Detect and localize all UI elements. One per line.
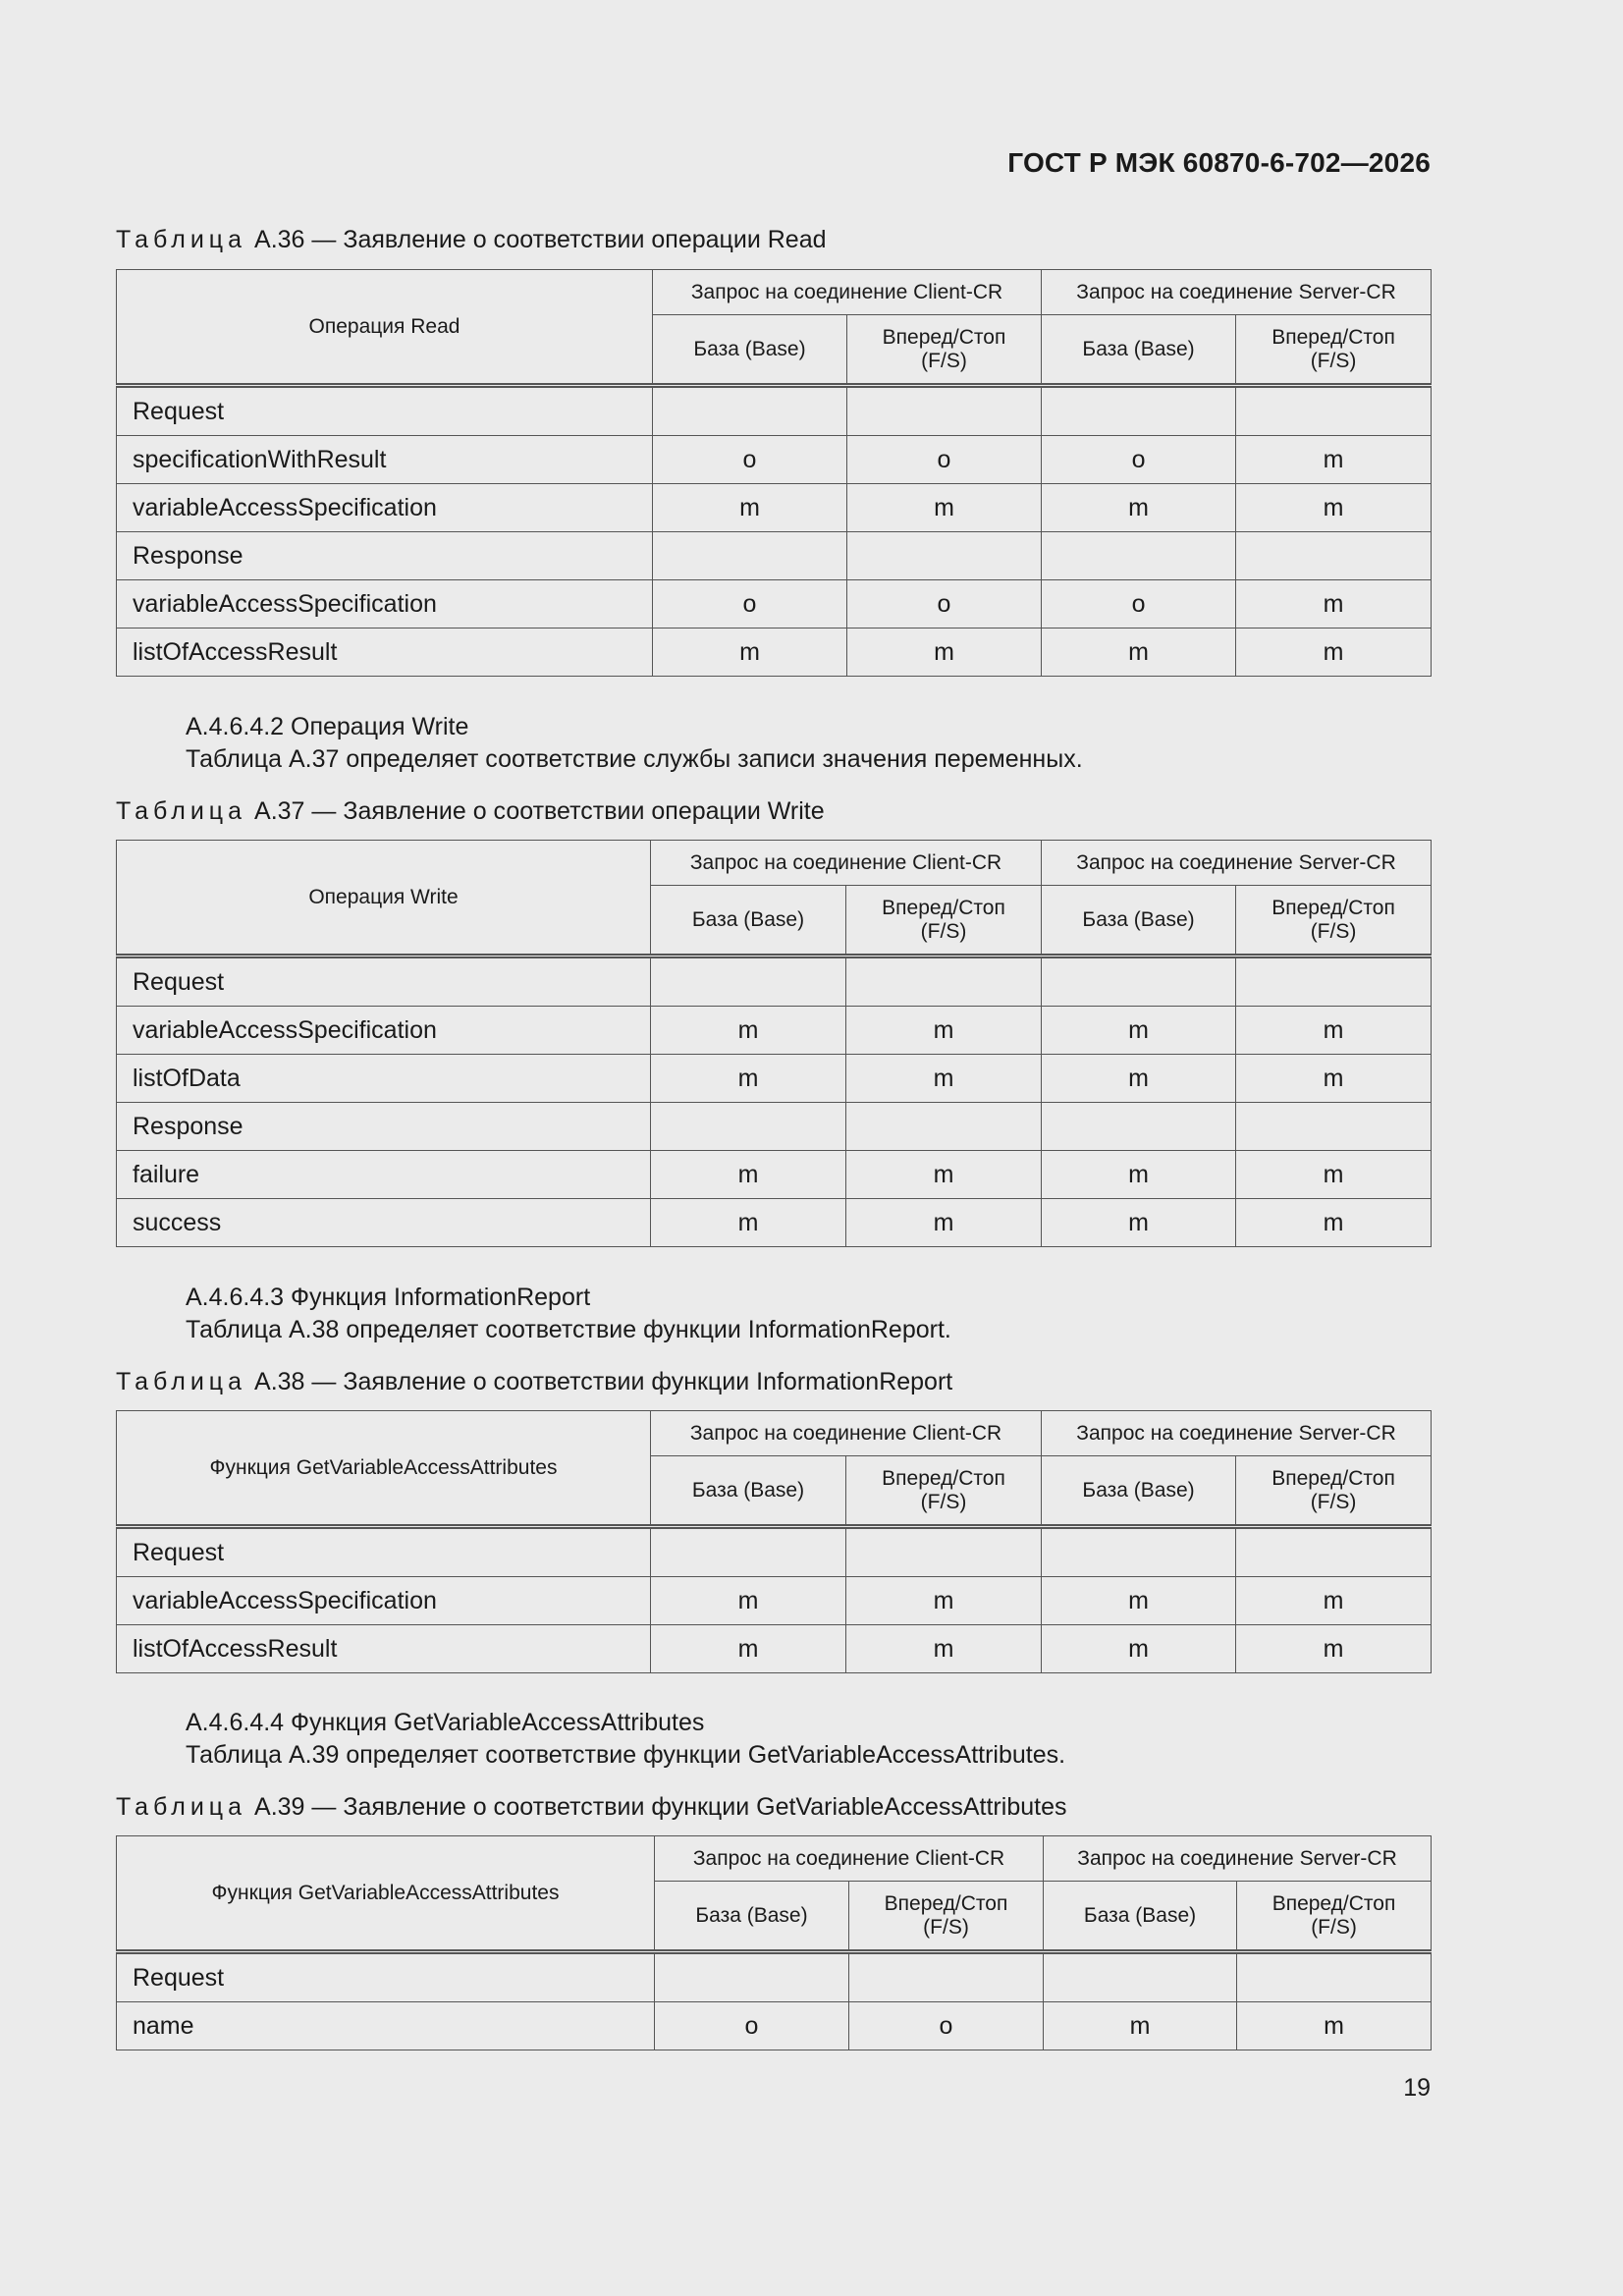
conformance-table-a36 — [116, 269, 1432, 677]
fs-header: Вперед/Стоп (F/S) — [1236, 315, 1432, 386]
cell-value: m — [1236, 1007, 1432, 1055]
cell-value: m — [1042, 629, 1236, 677]
section-text: Таблица А.38 определяет соответствие функции InformationReport. — [186, 1316, 951, 1343]
table-caption-word: Таблица — [116, 797, 247, 825]
base-header: База (Base) — [1042, 315, 1236, 386]
operation-header: Функция GetVariableAccessAttributes — [117, 1411, 651, 1527]
cell-value — [655, 1952, 849, 2002]
row-label: Request — [117, 1527, 651, 1577]
row-label: failure — [117, 1151, 651, 1199]
table-row — [117, 580, 1432, 629]
row-label: Response — [117, 1103, 651, 1151]
base-header: База (Base) — [1044, 1882, 1237, 1952]
cell-value — [651, 957, 846, 1007]
row-label: Request — [117, 957, 651, 1007]
cell-value: m — [1236, 629, 1432, 677]
fs-header: Вперед/Стоп (F/S) — [847, 315, 1042, 386]
table-row — [117, 1151, 1432, 1199]
client-cr-header: Запрос на соединение Client-CR — [653, 270, 1042, 315]
cell-value — [1044, 1952, 1237, 2002]
cell-value: m — [1042, 1577, 1236, 1625]
table-caption-text: А.37 — Заявление о соответствии операции Write — [254, 797, 825, 825]
cell-value: m — [846, 1199, 1042, 1247]
table-caption-word: Таблица — [116, 226, 247, 253]
server-cr-header: Запрос на соединение Server-CR — [1042, 270, 1432, 315]
cell-value — [651, 1103, 846, 1151]
cell-value: m — [1042, 1055, 1236, 1103]
server-cr-header: Запрос на соединение Server-CR — [1044, 1836, 1432, 1882]
cell-value — [847, 386, 1042, 436]
cell-value: m — [1236, 484, 1432, 532]
row-label: variableAccessSpecification — [117, 1007, 651, 1055]
table-row — [117, 1103, 1432, 1151]
cell-value — [1236, 532, 1432, 580]
fs-header: Вперед/Стоп (F/S) — [849, 1882, 1044, 1952]
cell-value — [1042, 1527, 1236, 1577]
table-row — [117, 1577, 1432, 1625]
table-row — [117, 1007, 1432, 1055]
row-label: Response — [117, 532, 653, 580]
cell-value: o — [847, 580, 1042, 629]
client-cr-header: Запрос на соединение Client-CR — [655, 1836, 1044, 1882]
section-heading: А.4.6.4.4 Функция GetVariableAccessAttributes — [186, 1709, 705, 1736]
row-label: variableAccessSpecification — [117, 484, 653, 532]
cell-value: m — [1042, 484, 1236, 532]
table-caption — [116, 1793, 1066, 1822]
cell-value: o — [653, 580, 847, 629]
client-cr-header: Запрос на соединение Client-CR — [651, 841, 1042, 886]
table-caption — [116, 797, 825, 826]
table-row — [117, 957, 1432, 1007]
section-heading: А.4.6.4.2 Операция Write — [186, 713, 469, 740]
cell-value — [653, 532, 847, 580]
cell-value — [849, 1952, 1044, 2002]
table-row — [117, 386, 1432, 436]
cell-value: m — [1236, 1577, 1432, 1625]
cell-value — [1236, 1527, 1432, 1577]
cell-value — [1236, 386, 1432, 436]
fs-header: Вперед/Стоп (F/S) — [1237, 1882, 1432, 1952]
row-label: Request — [117, 1952, 655, 2002]
server-cr-header: Запрос на соединение Server-CR — [1042, 841, 1432, 886]
row-label: variableAccessSpecification — [117, 580, 653, 629]
document-header: ГОСТ Р МЭК 60870-6-702—2026 — [1007, 147, 1431, 178]
cell-value: m — [651, 1199, 846, 1247]
row-label: success — [117, 1199, 651, 1247]
table-caption — [116, 1368, 952, 1396]
conformance-table-a38 — [116, 1410, 1432, 1673]
table-row — [117, 629, 1432, 677]
cell-value: m — [1236, 580, 1432, 629]
row-label: variableAccessSpecification — [117, 1577, 651, 1625]
table-row — [117, 1055, 1432, 1103]
cell-value: m — [1236, 1151, 1432, 1199]
cell-value: o — [1042, 436, 1236, 484]
table-caption-text: А.36 — Заявление о соответствии операции Read — [254, 226, 827, 253]
cell-value: o — [653, 436, 847, 484]
cell-value — [1237, 1952, 1432, 2002]
table-caption-word: Таблица — [116, 1793, 247, 1821]
cell-value: m — [1237, 2002, 1432, 2050]
cell-value — [846, 1103, 1042, 1151]
cell-value — [1042, 386, 1236, 436]
cell-value: m — [1042, 1199, 1236, 1247]
cell-value: m — [1042, 1151, 1236, 1199]
base-header: База (Base) — [1042, 1456, 1236, 1527]
cell-value: m — [846, 1577, 1042, 1625]
row-label: listOfAccessResult — [117, 1625, 651, 1673]
operation-header: Функция GetVariableAccessAttributes — [117, 1836, 655, 1952]
table-caption-word: Таблица — [116, 1368, 247, 1395]
cell-value: m — [846, 1007, 1042, 1055]
cell-value: m — [1044, 2002, 1237, 2050]
cell-value — [1236, 1103, 1432, 1151]
cell-value — [846, 1527, 1042, 1577]
cell-value: m — [1236, 1055, 1432, 1103]
cell-value: o — [849, 2002, 1044, 2050]
cell-value: m — [651, 1151, 846, 1199]
cell-value: m — [653, 484, 847, 532]
cell-value: m — [846, 1151, 1042, 1199]
row-label: Request — [117, 386, 653, 436]
cell-value: m — [1042, 1007, 1236, 1055]
cell-value: m — [653, 629, 847, 677]
cell-value: o — [655, 2002, 849, 2050]
table-row — [117, 532, 1432, 580]
cell-value: m — [1236, 1199, 1432, 1247]
page-number: 19 — [1403, 2074, 1431, 2102]
cell-value: m — [1236, 436, 1432, 484]
cell-value: m — [1236, 1625, 1432, 1673]
table-row — [117, 1527, 1432, 1577]
row-label: name — [117, 2002, 655, 2050]
cell-value: m — [1042, 1625, 1236, 1673]
cell-value — [1042, 532, 1236, 580]
base-header: База (Base) — [651, 1456, 846, 1527]
cell-value: m — [651, 1055, 846, 1103]
table-row — [117, 1952, 1432, 2002]
cell-value — [1042, 1103, 1236, 1151]
cell-value — [651, 1527, 846, 1577]
section-heading: А.4.6.4.3 Функция InformationReport — [186, 1284, 591, 1311]
cell-value: m — [847, 484, 1042, 532]
cell-value: m — [651, 1007, 846, 1055]
cell-value: m — [846, 1055, 1042, 1103]
cell-value — [847, 532, 1042, 580]
table-caption-text: А.39 — Заявление о соответствии функции GetVariableAccessAttributes — [254, 1793, 1067, 1821]
table-row — [117, 2002, 1432, 2050]
base-header: База (Base) — [1042, 886, 1236, 957]
cell-value: o — [847, 436, 1042, 484]
base-header: База (Base) — [653, 315, 847, 386]
cell-value — [1236, 957, 1432, 1007]
fs-header: Вперед/Стоп (F/S) — [846, 886, 1042, 957]
cell-value — [846, 957, 1042, 1007]
cell-value — [653, 386, 847, 436]
server-cr-header: Запрос на соединение Server-CR — [1042, 1411, 1432, 1456]
table-row — [117, 484, 1432, 532]
row-label: specificationWithResult — [117, 436, 653, 484]
cell-value: m — [651, 1577, 846, 1625]
client-cr-header: Запрос на соединение Client-CR — [651, 1411, 1042, 1456]
operation-header: Операция Read — [117, 270, 653, 386]
base-header: База (Base) — [651, 886, 846, 957]
cell-value: m — [847, 629, 1042, 677]
section-text: Таблица А.39 определяет соответствие функции GetVariableAccessAttributes. — [186, 1741, 1066, 1769]
table-row — [117, 436, 1432, 484]
cell-value: m — [846, 1625, 1042, 1673]
row-label: listOfData — [117, 1055, 651, 1103]
base-header: База (Base) — [655, 1882, 849, 1952]
fs-header: Вперед/Стоп (F/S) — [846, 1456, 1042, 1527]
table-row — [117, 1625, 1432, 1673]
fs-header: Вперед/Стоп (F/S) — [1236, 886, 1432, 957]
cell-value: m — [651, 1625, 846, 1673]
operation-header: Операция Write — [117, 841, 651, 957]
conformance-table-a39 — [116, 1835, 1432, 2050]
section-text: Таблица А.37 определяет соответствие службы записи значения переменных. — [186, 745, 1083, 773]
cell-value: o — [1042, 580, 1236, 629]
conformance-table-a37 — [116, 840, 1432, 1247]
row-label: listOfAccessResult — [117, 629, 653, 677]
fs-header: Вперед/Стоп (F/S) — [1236, 1456, 1432, 1527]
table-row — [117, 1199, 1432, 1247]
cell-value — [1042, 957, 1236, 1007]
table-caption-text: А.38 — Заявление о соответствии функции InformationReport — [254, 1368, 953, 1395]
table-caption — [116, 226, 827, 254]
